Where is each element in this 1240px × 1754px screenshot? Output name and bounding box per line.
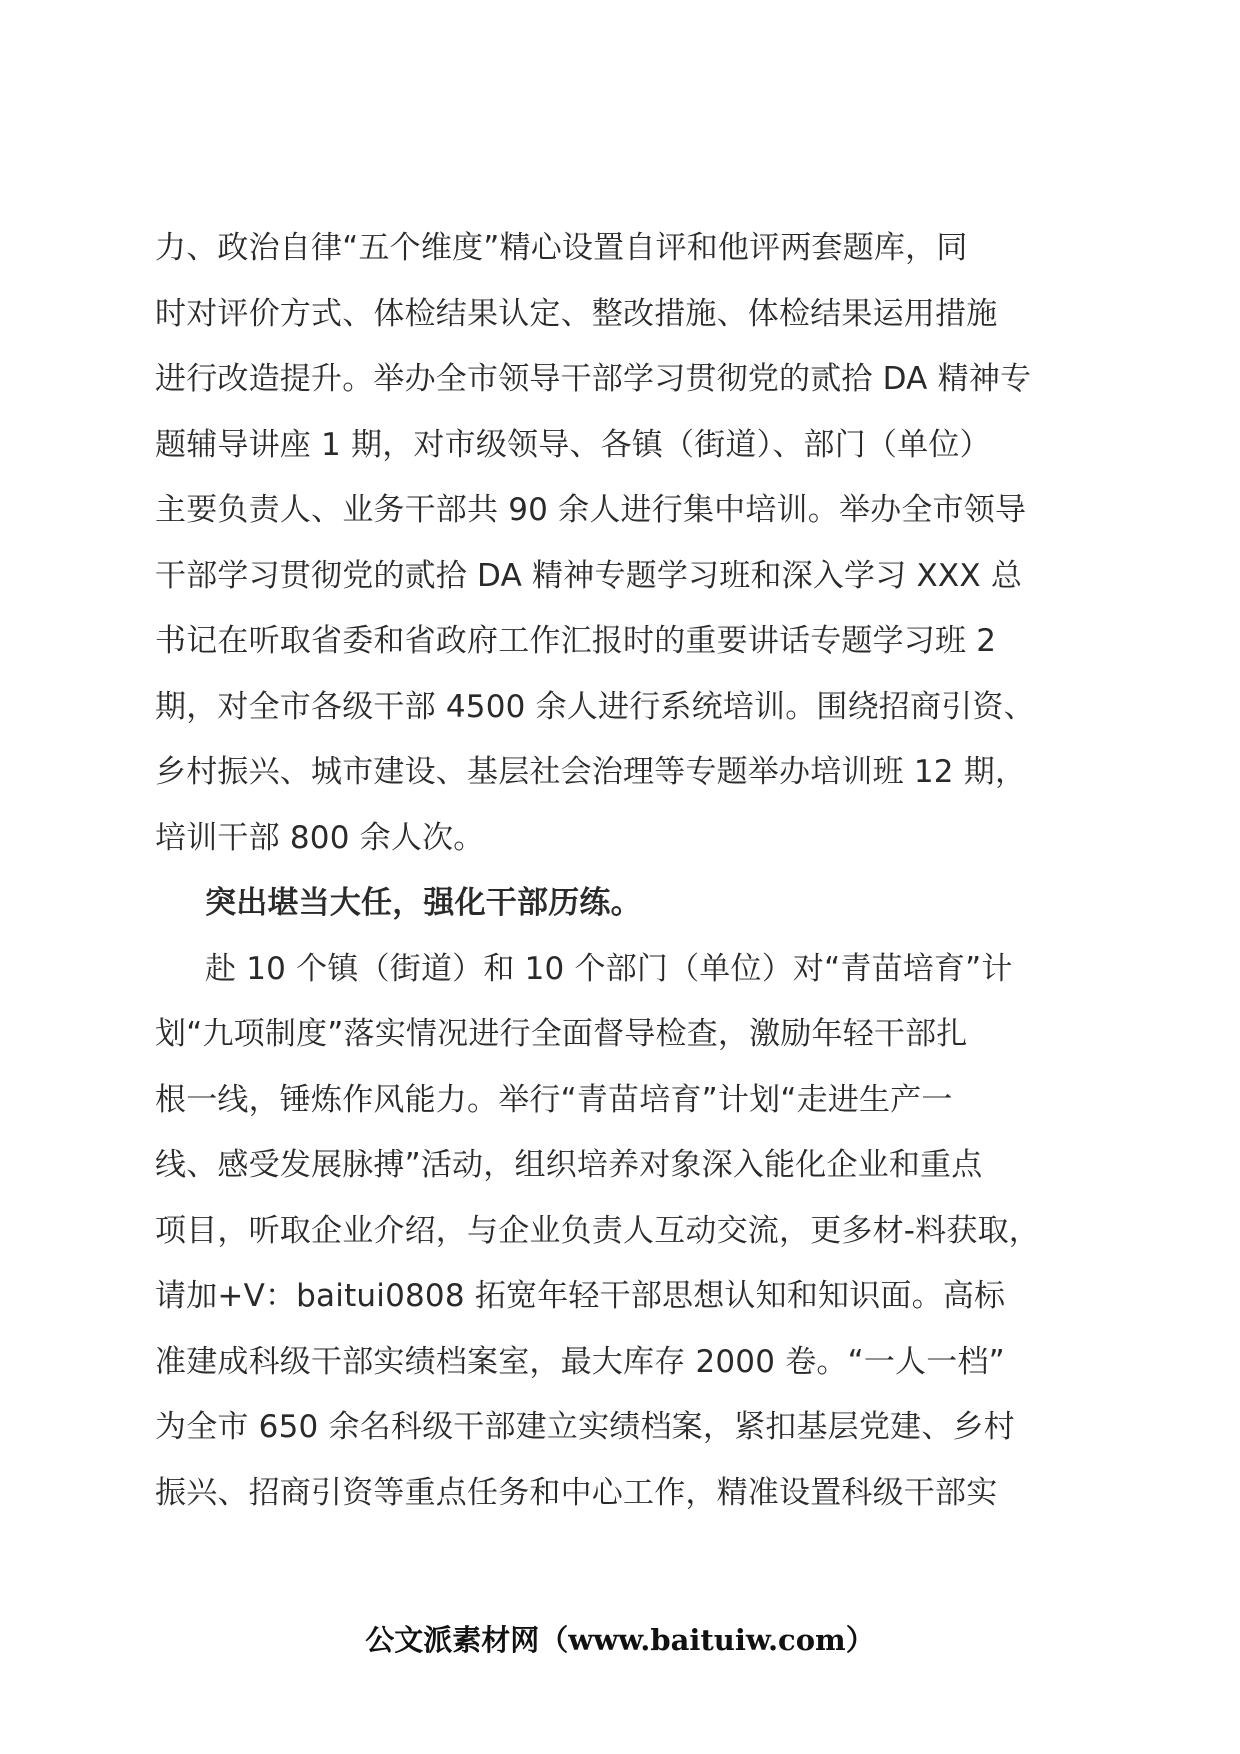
text-line: 划“九项制度”落实情况进行全面督导检查，激励年轻干部扎 (155, 1016, 968, 1052)
section-heading: 突出堪当大任，强化干部历练。 (205, 885, 642, 921)
text-line: 准建成科级干部实绩档案室，最大库存 2000 卷。“一人一档” (155, 1343, 1005, 1380)
text-line: 时对评价方式、体检结果认定、整改措施、体检结果运用措施 (155, 295, 998, 332)
text-line: 书记在听取省委和省政府工作汇报时的重要讲话专题学习班 2 (155, 623, 997, 659)
paragraph-continued (155, 216, 1105, 871)
page-footer: 公文派素材网（www.baitui​w.com） (365, 1623, 875, 1657)
text-line: 期，对全市各级干部 4500 余人进行系统培训。围绕招商引资、 (155, 688, 1035, 725)
text-line: 进行改造提升。举办全市领导干部学习贯彻党的贰拾 DA 精神专 (155, 361, 1032, 397)
text-line: 培训干部 800 余人次。 (155, 819, 485, 856)
text-line: 赴 10 个镇（街道）和 10 个部门（单位）对“青苗培育”计 (205, 950, 1013, 987)
text-line: 项目，听取企业介绍，与企业负责人互动交流，更多材-料获取， (155, 1212, 1040, 1249)
paragraph (155, 937, 1105, 1527)
document-body (155, 216, 1105, 1526)
text-line: 乡村振兴、城市建设、基层社会治理等专题举办培训班 12 期， (155, 754, 1027, 790)
text-line: 力、政治自律“五个维度”精心设置自评和他评两套题库，同 (155, 230, 968, 266)
text-line: 振兴、招商引资等重点任务和中心工作，精准设置科级干部实 (155, 1474, 998, 1511)
text-line: 根一线，锤炼作风能力。举行“青苗培育”计划“走进生产一 (155, 1081, 953, 1118)
text-line: 主要负责人、业务干部共 90 余人进行集中培训。举办全市领导 (155, 492, 1027, 528)
text-line: 干部学习贯彻党的贰拾 DA 精神专题学习班和深入学习 XXX 总 (155, 557, 1023, 594)
text-line: 线、感受发展脉搏”活动，组织培养对象深入能化企业和重点 (155, 1147, 983, 1183)
text-line: 请加+V：baitui0808 拓宽年轻干部思想认知和知识面。高标 (155, 1278, 1006, 1314)
text-line: 题辅导讲座 1 期，对市级领导、各镇（街道）、部门（单位） (155, 426, 991, 463)
text-line: 为全市 650 余名科级干部建立实绩档案，紧扣基层党建、乡村 (155, 1409, 1015, 1445)
